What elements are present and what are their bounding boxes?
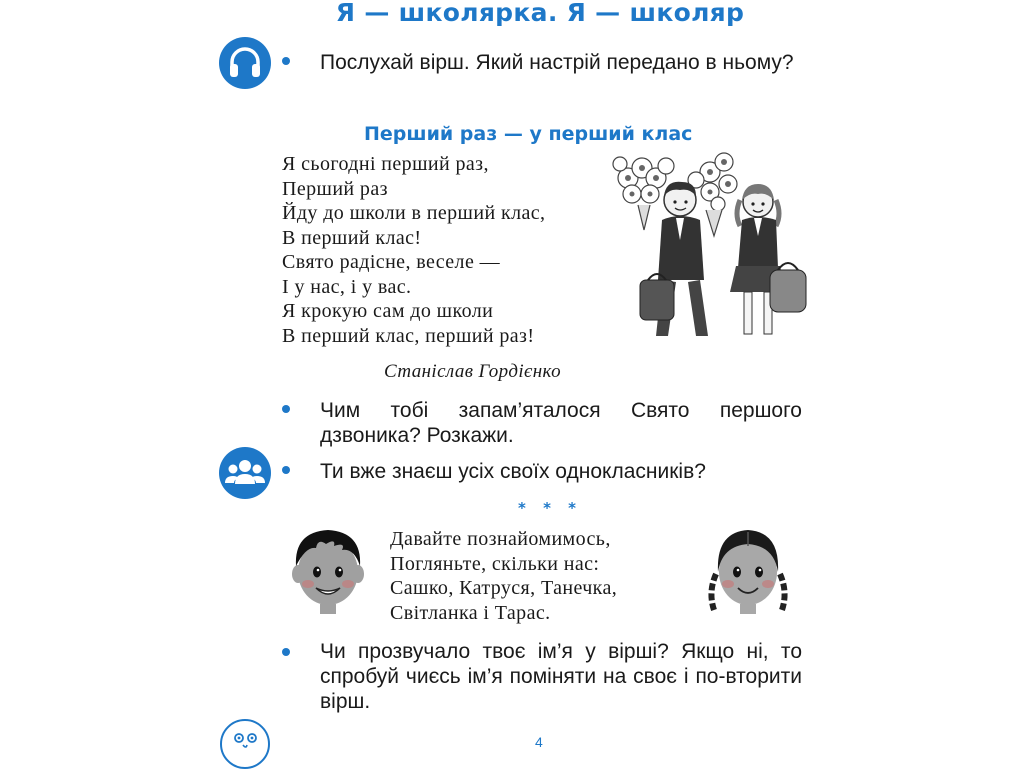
task-remember: Чим тобі запам’яталося Свято першого дзвоника? Розкажи. xyxy=(320,399,802,447)
boy-face-illustration xyxy=(286,522,370,614)
poem-line: І у нас, і у вас. xyxy=(282,275,412,298)
poem-title: Перший раз — у перший клас xyxy=(364,123,693,145)
poem-line: Свято радісне, веселе — xyxy=(282,251,501,273)
poem-text-2 xyxy=(390,527,617,625)
poem-stars: * * * xyxy=(518,499,582,517)
poem-line: Погляньте, скільки нас: xyxy=(390,552,600,575)
poem-line: В перший клас, перший раз! xyxy=(282,324,535,347)
bullet xyxy=(282,466,290,474)
poem-line: Я сьогодні перший раз, xyxy=(282,153,489,175)
poem-author: Станіслав Гордієнко xyxy=(384,361,561,382)
page-number: 4 xyxy=(535,734,543,750)
poem-line: Сашко, Катруся, Танечка, xyxy=(390,577,618,599)
page-title: Я — школярка. Я — школяр xyxy=(335,0,745,27)
bullet xyxy=(282,57,290,65)
poem-line: Світланка і Тарас. xyxy=(390,601,551,624)
girl-face-illustration xyxy=(704,522,792,616)
poem-text xyxy=(282,152,545,348)
owl-face-icon xyxy=(219,718,271,770)
poem-line: Давайте познайомимось, xyxy=(390,528,611,550)
bullet xyxy=(282,405,290,413)
bullet xyxy=(282,648,290,656)
poem-line: Я крокую сам до школи xyxy=(282,300,494,322)
task-listen: Послухай вірш. Який настрій передано в ньому? xyxy=(320,51,794,74)
task-classmates: Ти вже знаєш усіх своїх однокласників? xyxy=(320,460,706,483)
headphones-icon xyxy=(219,37,271,89)
poem-line: Перший раз xyxy=(282,177,388,200)
group-icon xyxy=(219,447,271,499)
poem-line: В перший клас! xyxy=(282,226,422,249)
poem-line: Йду до школи в перший клас, xyxy=(282,202,546,224)
task-name: Чи прозвучало твоє ім’я у вірші? Якщо ні, то спробуй чиєсь ім’я поміняти на своє і по-вторити вірш. xyxy=(320,640,802,713)
children-illustration xyxy=(610,150,810,345)
